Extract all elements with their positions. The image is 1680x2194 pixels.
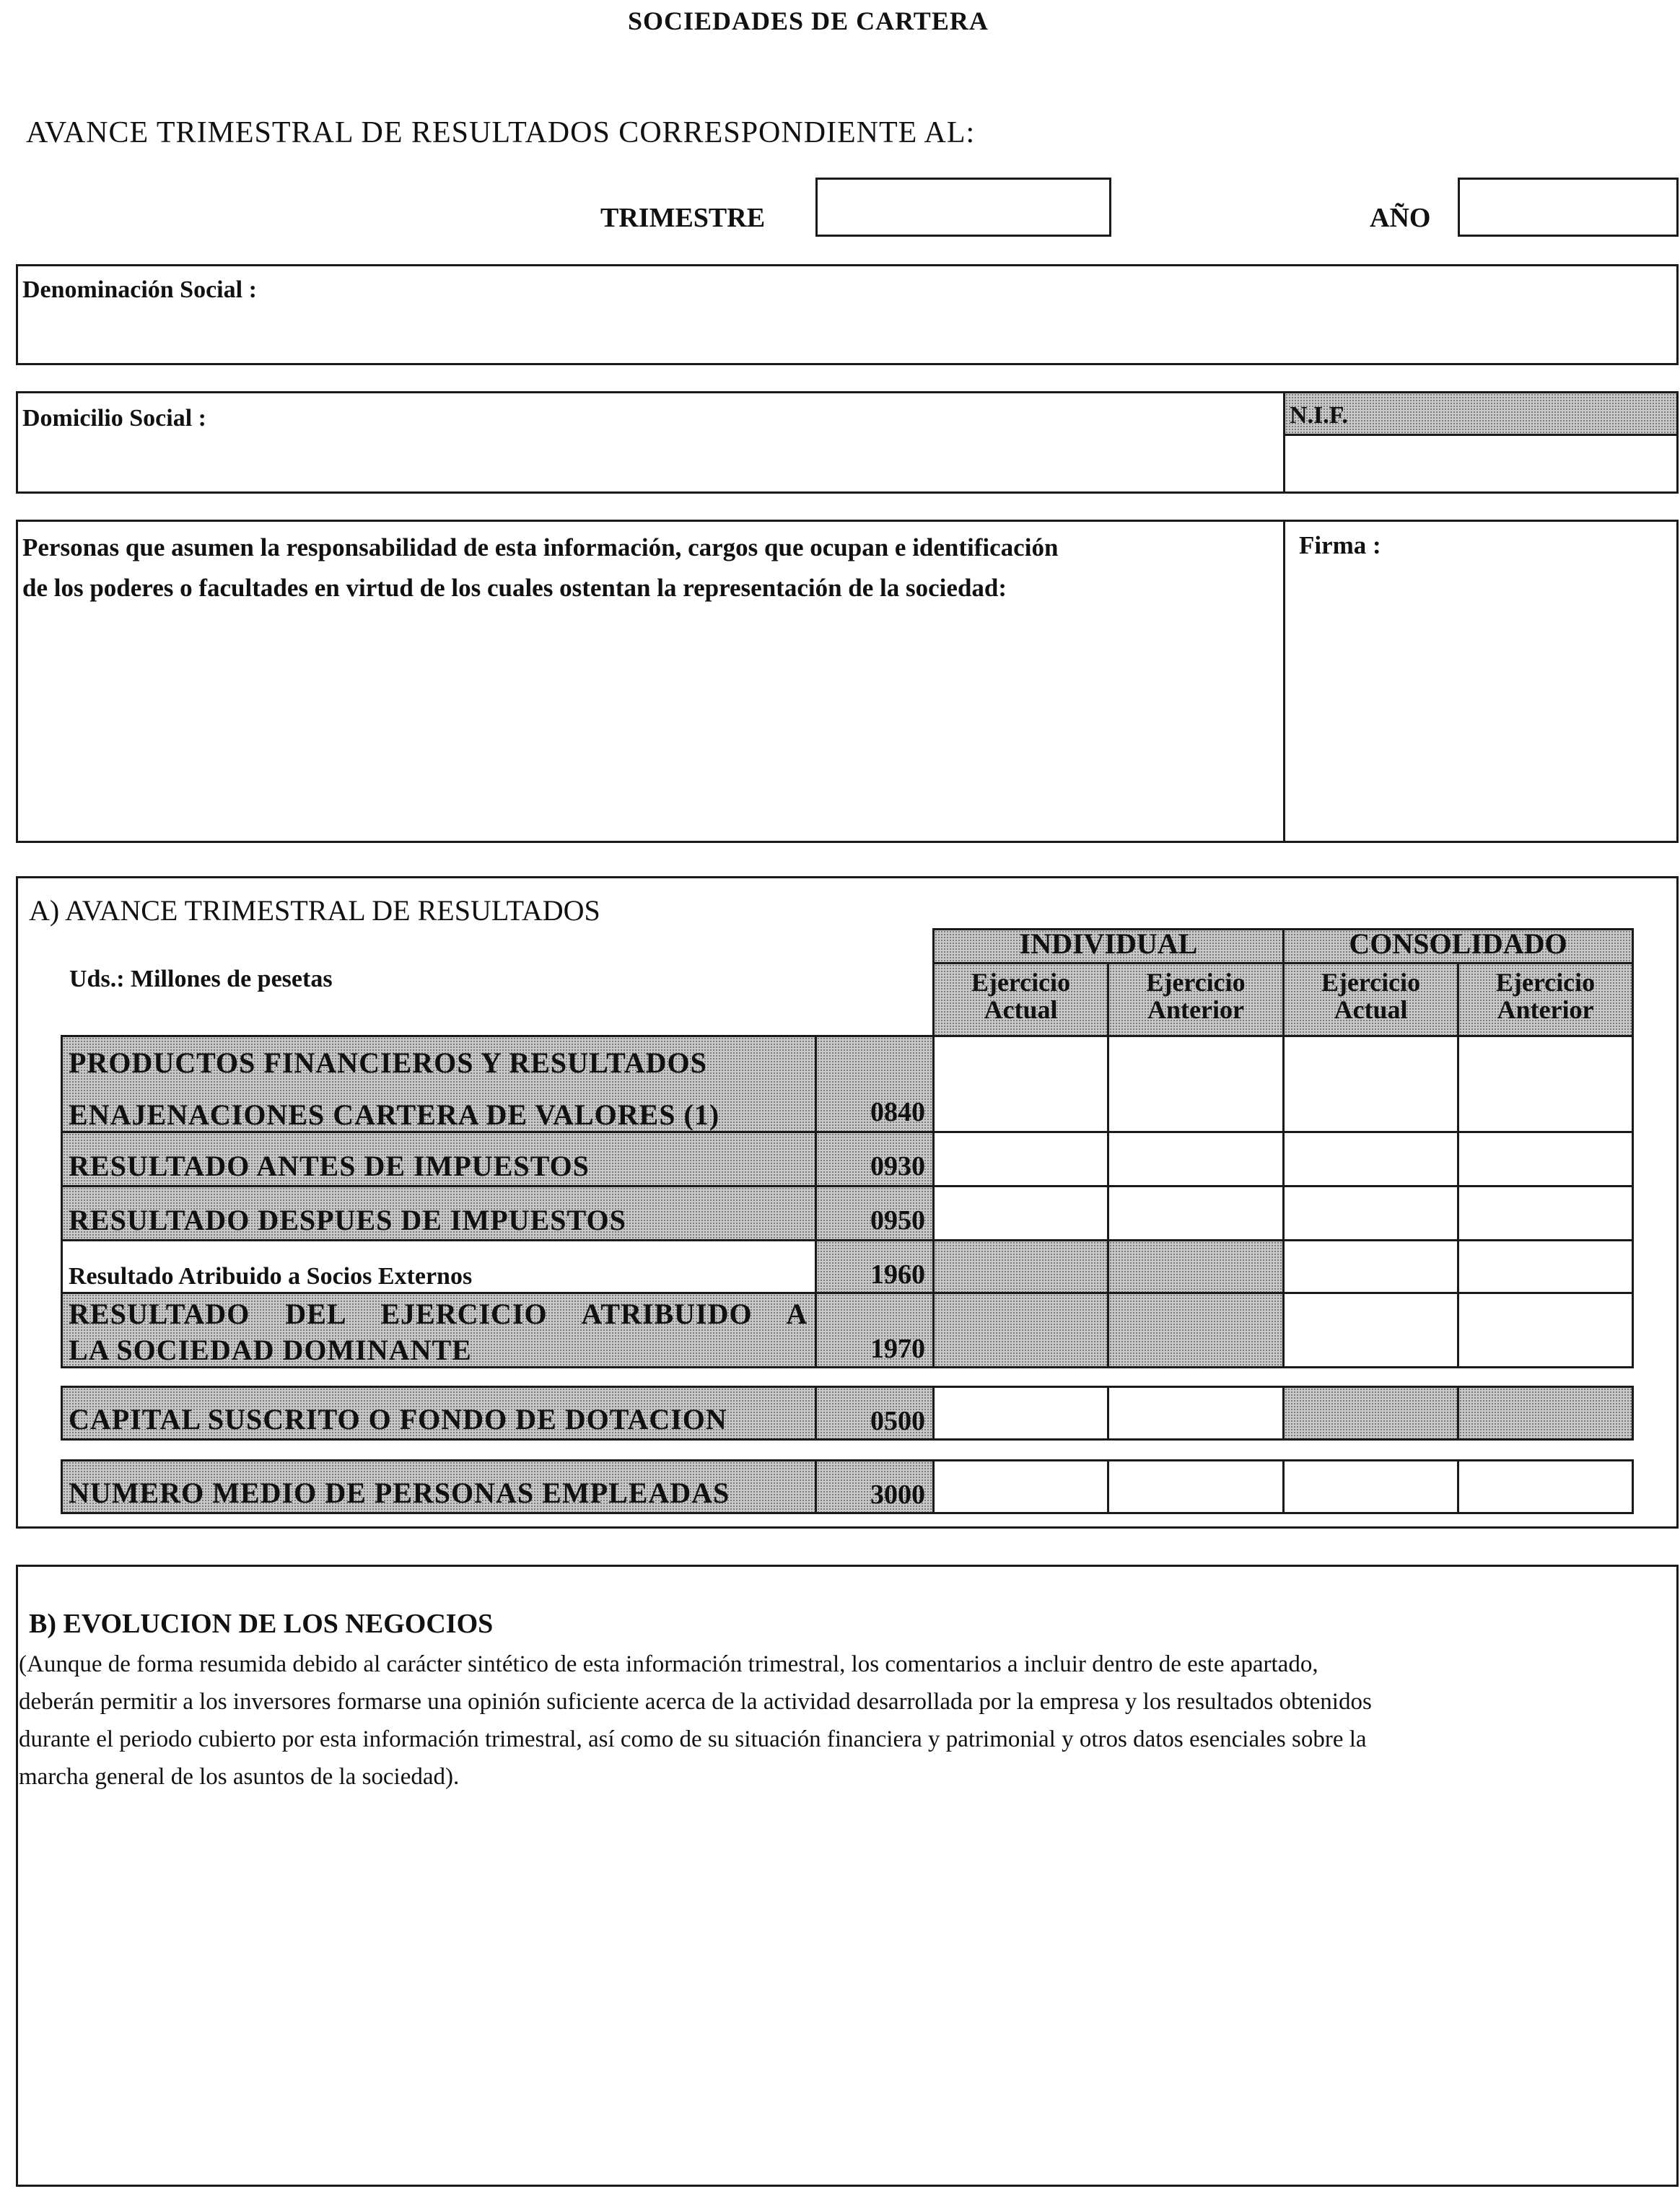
row-3000-con-actual[interactable] — [1282, 1459, 1459, 1514]
row-0930-label: RESULTADO ANTES DE IMPUESTOS — [69, 1150, 590, 1182]
row-1970-con-anterior[interactable] — [1457, 1292, 1634, 1368]
row-1960-ind-anterior — [1107, 1239, 1285, 1294]
header-ind-actual-2: Actual — [984, 995, 1058, 1024]
denominacion-box[interactable] — [16, 264, 1679, 365]
header-con-anterior-2: Anterior — [1497, 995, 1594, 1024]
header-consolidado-label: CONSOLIDADO — [1349, 927, 1567, 960]
row-1970-label-2: LA SOCIEDAD DOMINANTE — [69, 1334, 472, 1366]
section-b-line-4: marcha general de los asuntos de la sociedad). — [19, 1764, 460, 1790]
row-0950-code-cell — [815, 1185, 935, 1241]
row-1970-ind-actual — [932, 1292, 1109, 1368]
row-1960-ind-actual — [932, 1239, 1109, 1294]
row-0840-code-cell — [815, 1035, 935, 1133]
header-ind-anterior-1: Ejercicio — [1146, 968, 1246, 997]
table-row — [61, 1185, 817, 1241]
row-0840-label-2: ENAJENACIONES CARTERA DE VALORES (1) — [69, 1098, 720, 1131]
row-1970-ind-anterior — [1107, 1292, 1285, 1368]
row-3000-ind-actual[interactable] — [932, 1459, 1109, 1514]
firma-divider — [1283, 522, 1285, 841]
section-b-line-3: durante el periodo cubierto por esta información trimestral, así como de su situación financiera y patrimonial y otros datos esenciales sobre la — [19, 1726, 1367, 1752]
section-b-line-1: (Aunque de forma resumida debido al carácter sintético de esta información trimestral, los comentarios a incluir dentro de este apartado, — [19, 1651, 1318, 1677]
row-1960-con-anterior[interactable] — [1457, 1239, 1634, 1294]
section-b-line-2: deberán permitir a los inversores formarse una opinión suficiente acerca de la actividad desarrollada por la empresa y los resultados obtenidos — [19, 1689, 1372, 1715]
row-1970-code-cell — [815, 1292, 935, 1368]
row-0930-con-anterior[interactable] — [1457, 1131, 1634, 1187]
header-ind-anterior — [1107, 962, 1285, 1037]
nif-divider — [1283, 393, 1285, 491]
header-ind-anterior-2: Anterior — [1147, 995, 1244, 1024]
firma-label: Firma : — [1299, 531, 1381, 559]
domicilio-label: Domicilio Social : — [22, 405, 206, 432]
nif-label: N.I.F. — [1290, 402, 1348, 429]
header-con-actual-1: Ejercicio — [1321, 968, 1421, 997]
row-0950-label: RESULTADO DESPUES DE IMPUESTOS — [69, 1204, 626, 1236]
header-con-anterior-1: Ejercicio — [1495, 968, 1596, 997]
nif-header — [1285, 393, 1676, 434]
row-0930-code: 0930 — [870, 1151, 925, 1181]
row-0950-code: 0950 — [870, 1205, 925, 1236]
personas-line-1: Personas que asumen la responsabilidad de esta información, cargos que ocupan e identificación — [22, 533, 1059, 561]
row-0930-ind-actual[interactable] — [932, 1131, 1109, 1187]
row-1970-label-1: RESULTADO DEL EJERCICIO ATRIBUIDO A — [69, 1298, 808, 1330]
units-label: Uds.: Millones de pesetas — [69, 966, 333, 992]
nif-input[interactable] — [1287, 437, 1676, 491]
row-0840-label-1: PRODUCTOS FINANCIEROS Y RESULTADOS — [69, 1046, 707, 1079]
row-0840-ind-actual[interactable] — [932, 1035, 1109, 1133]
trimestre-label: TRIMESTRE — [600, 203, 766, 233]
header-con-actual — [1282, 962, 1459, 1037]
row-0500-ind-anterior[interactable] — [1107, 1386, 1285, 1441]
page-subtitle: AVANCE TRIMESTRAL DE RESULTADOS CORRESPONDIENTE AL: — [26, 116, 976, 149]
row-0930-con-actual[interactable] — [1282, 1131, 1459, 1187]
row-0950-ind-anterior[interactable] — [1107, 1185, 1285, 1241]
anio-label: AÑO — [1370, 203, 1431, 233]
row-0840-code: 0840 — [870, 1097, 925, 1127]
row-1970-con-actual[interactable] — [1282, 1292, 1459, 1368]
row-0950-ind-actual[interactable] — [932, 1185, 1109, 1241]
row-0840-con-anterior[interactable] — [1457, 1035, 1634, 1133]
row-0500-code: 0500 — [870, 1406, 925, 1436]
row-0930-ind-anterior[interactable] — [1107, 1131, 1285, 1187]
row-3000-code-cell — [815, 1459, 935, 1514]
row-1960-code: 1960 — [870, 1259, 925, 1290]
row-0840-ind-anterior[interactable] — [1107, 1035, 1285, 1133]
personas-line-2: de los poderes o facultades en virtud de los cuales ostentan la representación de la sociedad: — [22, 574, 1007, 602]
section-b-title: B) EVOLUCION DE LOS NEGOCIOS — [29, 1609, 494, 1639]
personas-box[interactable] — [16, 520, 1679, 843]
row-1960-label: Resultado Atribuido a Socios Externos — [69, 1263, 473, 1290]
anio-input[interactable] — [1458, 178, 1679, 237]
table-row — [61, 1386, 817, 1441]
header-con-anterior — [1457, 962, 1634, 1037]
header-ind-actual — [932, 962, 1109, 1037]
row-3000-con-anterior[interactable] — [1457, 1459, 1634, 1514]
header-con-actual-2: Actual — [1334, 995, 1408, 1024]
row-0930-code-cell — [815, 1131, 935, 1187]
header-ind-actual-1: Ejercicio — [971, 968, 1071, 997]
row-3000-ind-anterior[interactable] — [1107, 1459, 1285, 1514]
table-row — [61, 1459, 817, 1514]
row-3000-code: 3000 — [870, 1480, 925, 1510]
section-a-title: A) AVANCE TRIMESTRAL DE RESULTADOS — [29, 894, 600, 927]
header-individual — [932, 928, 1285, 964]
table-row — [61, 1239, 817, 1294]
header-individual-label: INDIVIDUAL — [1019, 927, 1198, 960]
row-0500-label: CAPITAL SUSCRITO O FONDO DE DOTACION — [69, 1403, 727, 1435]
row-1960-code-cell — [815, 1239, 935, 1294]
page-title: SOCIEDADES DE CARTERA — [628, 6, 989, 35]
row-0500-con-actual — [1282, 1386, 1459, 1441]
header-consolidado — [1282, 928, 1634, 964]
row-1970-code: 1970 — [870, 1334, 925, 1364]
row-0500-con-anterior — [1457, 1386, 1634, 1441]
row-0500-ind-actual[interactable] — [932, 1386, 1109, 1441]
row-0950-con-anterior[interactable] — [1457, 1185, 1634, 1241]
row-0500-code-cell — [815, 1386, 935, 1441]
row-3000-label: NUMERO MEDIO DE PERSONAS EMPLEADAS — [69, 1477, 730, 1509]
table-row — [61, 1131, 817, 1187]
row-0840-con-actual[interactable] — [1282, 1035, 1459, 1133]
row-1960-con-actual[interactable] — [1282, 1239, 1459, 1294]
table-row — [61, 1035, 817, 1133]
nif-separator — [1283, 434, 1677, 436]
denominacion-label: Denominación Social : — [22, 276, 257, 303]
trimestre-input[interactable] — [815, 178, 1111, 237]
row-0950-con-actual[interactable] — [1282, 1185, 1459, 1241]
table-row — [61, 1292, 817, 1368]
